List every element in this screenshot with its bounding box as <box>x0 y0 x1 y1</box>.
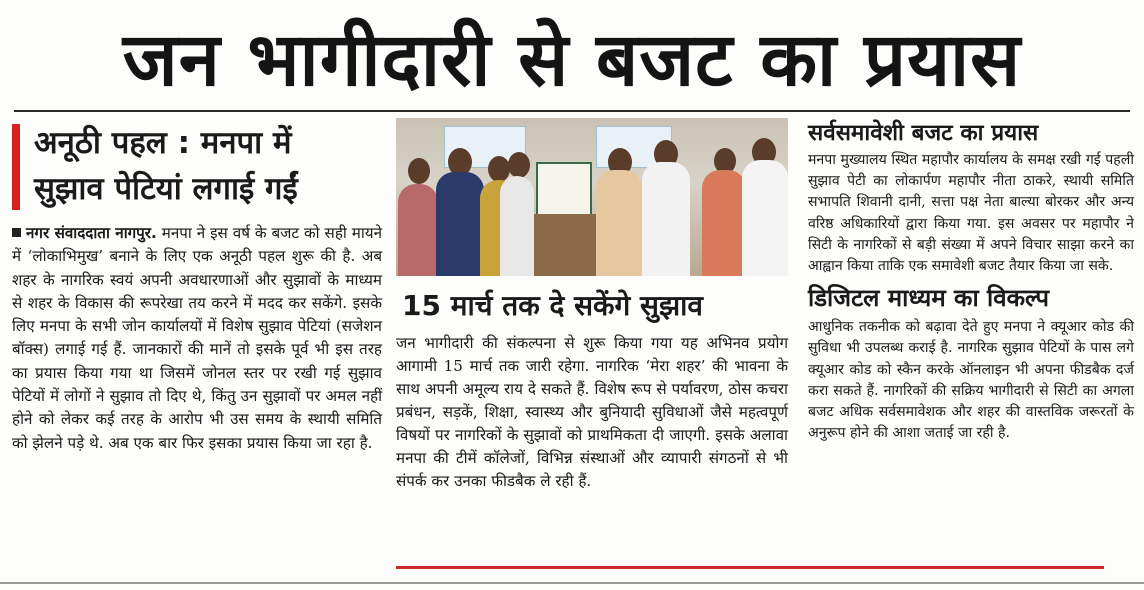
left-article-body <box>12 222 382 455</box>
person-5 <box>596 170 642 276</box>
red-accent-bar <box>12 124 20 210</box>
left-column <box>12 120 382 455</box>
suggestion-box <box>536 162 592 216</box>
event-photo <box>396 118 788 276</box>
middle-article-body: जन भागीदारी की संकल्पना से शुरू किया गया यह अभिनव प्रयोग आगामी 15 मार्च तक जारी रहेगा. नागरिक ‘मेरा शहर’ की भावना के साथ अपनी अमूल्य राय दे सकते हैं. विशेष रूप से पर्यावरण, ठोस कचरा प्रबंधन, सड़कें, शिक्षा, स्वास्थ्य और बुनियादी सुविधाओं जैसे महत्वपूर्ण विषयों पर नागरिकों के सुझावों को प्राथमिकता दी जाएगी. इसके अलावा मनपा की टीमें कॉलेजों, विभिन्न संस्थाओं और व्यापारी संगठनों से भी संपर्क कर उनका फीडबैक ले रही हैं. <box>396 334 788 490</box>
headline-rule <box>14 110 1130 112</box>
person-7 <box>702 170 746 276</box>
person-8 <box>742 160 788 276</box>
left-subheading-line2: सुझाव पेटियां लगाई गईं <box>34 171 298 207</box>
dateline: नगर संवाददाता नागपुर. <box>26 224 157 242</box>
left-body-text: मनपा ने इस वर्ष के बजट को सही मायने में ‘लोकाभिमुख’ बनाने के लिए एक अनूठी पहल शुरू की है. अब शहर के नागरिक स्वयं अपनी अवधारणाओं और सुझावों के माध्यम से शहर के विकास की रूपरेखा तय करने में मदद कर सकेंगे. इसके लिए मनपा के सभी जोन कार्यालयों में विशेष सुझाव पेटियां (सजेशन बॉक्स) लगाई गई हैं. जानकारों की मानें तो इसके पूर्व भी इस तरह का प्रयास किया गया था जिसमें जोनल स्तर पर रखी गई सुझाव पेटियों में लोगों ने सुझाव तो दिए थे, किंतु उन सुझावों पर अमल नहीं होने को लेकर कई तरह के आरोप भी उस समय के स्थायी समिति को झेलने पड़े थे. अब एक बार फिर इसका प्रयास किया जा रहा है. <box>12 224 382 452</box>
person-1 <box>398 184 438 276</box>
middle-title: 15 मार्च तक दे सकेंगे सुझाव <box>402 289 703 322</box>
right-heading-2: डिजिटल माध्यम का विकल्प <box>808 284 1049 313</box>
red-underline-rule <box>396 566 1104 569</box>
podium <box>526 214 596 276</box>
person-6 <box>642 162 690 276</box>
right-column <box>808 118 1134 444</box>
person-4 <box>500 176 534 276</box>
left-subheading-line1: अनूठी पहल : मनपा में <box>34 125 292 161</box>
headline: जन भागीदारी से बजट का प्रयास <box>122 16 1022 103</box>
right-body-1: मनपा मुख्यालय स्थित महापौर कार्यालय के समक्ष रखी गई पहली सुझाव पेटी का लोकार्पण महापौर नीता ठाकरे, स्थायी समिति सभापति शिवानी दानी, सत्ता पक्ष नेता बाल्या बोरकर और अन्य वरिष्ठ अधिकारियों द्वारा किया गया. इस अवसर पर महापौर ने सिटी के नागरिकों से बड़ी संख्या में अपने विचार साझा करने का आह्वान किया ताकि एक समावेशी बजट तैयार किया जा सके. <box>808 152 1134 275</box>
left-subheading <box>12 120 382 212</box>
middle-column <box>396 118 788 493</box>
right-body-2: आधुनिक तकनीक को बढ़ावा देते हुए मनपा ने क्यूआर कोड की सुविधा भी उपलब्ध कराई है. नागरिक सुझाव पेटियों के पास लगे क्यूआर कोड को स्कैन करके ऑनलाइन भी अपना फीडबैक दर्ज करा सकते हैं. नागरिकों की सक्रिय भागीदारी से सिटी का अगला बजट अधिक सर्वसमावेशक और शहर की वास्तविक जरूरतों के अनुरूप होने की आशा जताई जा रही है. <box>808 319 1134 442</box>
bottom-rule <box>0 582 1144 584</box>
person-2 <box>436 172 484 276</box>
right-heading-1: सर्वसमावेशी बजट का प्रयास <box>808 120 1039 146</box>
bullet-icon <box>12 228 21 237</box>
